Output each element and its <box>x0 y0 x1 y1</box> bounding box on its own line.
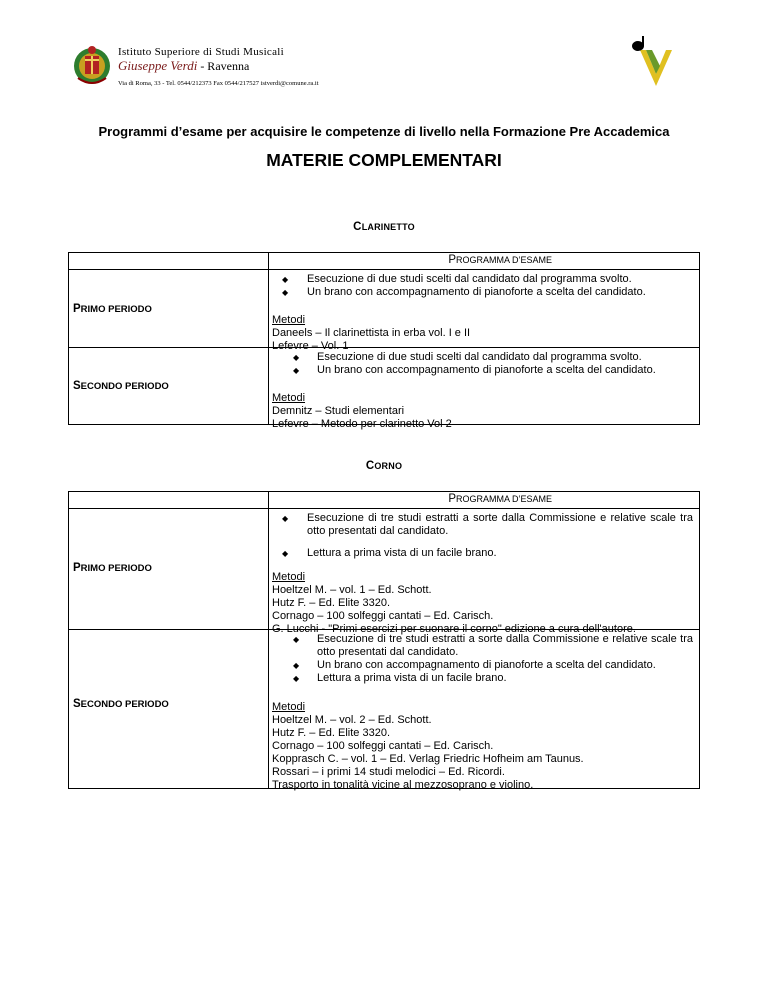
bullet-icon: ◆ <box>293 635 300 644</box>
corno-table <box>68 491 700 789</box>
section-title-corno: CORNO <box>365 460 403 472</box>
bullet-icon: ◆ <box>282 549 289 558</box>
list-item: ◆ Un brano con accompagnamento di pianoforte a scelta del candidato. <box>293 659 656 671</box>
bullet-icon: ◆ <box>282 514 289 523</box>
period-label: SECONDO PERIODO <box>73 380 169 392</box>
institute-crest-logo <box>72 42 112 90</box>
period-label: SECONDO PERIODO <box>73 698 169 710</box>
institute-name: Giuseppe Verdi <box>118 58 198 73</box>
clarinetto-table <box>68 252 700 430</box>
institute-address: Via di Roma, 33 - Tel. 0544/212373 Fax 0544/217527 istverdi@comune.ra.it <box>118 80 319 87</box>
bullet-icon: ◆ <box>293 674 300 683</box>
programma-header: PROGRAMMA D’ESAME <box>448 493 552 505</box>
table-row <box>69 508 699 635</box>
list-item: ◆ Esecuzione di tre studi estratti a sorte dalla Commissione e relative scale tra otto presentati dal candidato. <box>293 633 693 658</box>
list-item: ◆ Esecuzione di due studi scelti dal candidato dal programma svolto. <box>293 351 642 363</box>
list-item: ◆ Esecuzione di due studi scelti dal candidato dal programma svolto. <box>282 273 632 285</box>
institute-header <box>118 46 319 89</box>
metodi-block: Metodi Daneels – Il clarinettista in erba vol. I e II Lefevre – Vol. 1 <box>272 314 471 352</box>
period-label: PRIMO PERIODO <box>73 303 152 315</box>
institute-city: - Ravenna <box>200 59 250 73</box>
bullet-icon: ◆ <box>293 353 300 362</box>
bullet-icon: ◆ <box>293 366 300 375</box>
list-item: ◆ Un brano con accompagnamento di pianoforte a scelta del candidato. <box>293 364 656 376</box>
metodi-block: Metodi Demnitz – Studi elementari Lefevre – Metodo per clarinetto Vol 2 <box>272 392 452 430</box>
exam-bullets <box>269 633 699 685</box>
list-item: ◆ Esecuzione di tre studi estratti a sorte dalla Commissione e relative scale tra otto presentati dal candidato. <box>282 512 693 537</box>
list-item: ◆ Un brano con accompagnamento di pianoforte a scelta del candidato. <box>282 286 646 298</box>
bullet-icon: ◆ <box>293 661 300 670</box>
table-row <box>69 269 699 352</box>
list-item: ◆ Lettura a prima vista di un facile brano. <box>293 672 507 684</box>
table-header-row <box>69 253 699 269</box>
list-item: ◆ Lettura a prima vista di un facile brano. <box>282 547 497 559</box>
institute-line: Istituto Superiore di Studi Musicali <box>118 46 285 58</box>
table-row <box>69 347 699 430</box>
bullet-icon: ◆ <box>282 275 289 284</box>
exam-bullets <box>269 512 699 560</box>
section-title-clarinetto: CLARINETTO <box>353 221 415 233</box>
verdi-v-logo <box>626 36 686 88</box>
metodi-block: Metodi Hoeltzel M. – vol. 2 – Ed. Schott. Hutz F. – Ed. Elite 3320. Cornago – 100 solfeggi cantati – Ed. Carisch. Kopprasch C. – vol. 1 – Ed. Verlag Friedric Hofheim am Taunus. Rossari – i primi 14 studi melodici – Ed. Ricordi. Trasporto in tonalità vicine al mezzosoprano e violino. <box>272 701 584 791</box>
metodi-block: Metodi Hoeltzel M. – vol. 1 – Ed. Schott. Hutz F. – Ed. Elite 3320. Cornago – 100 solfeggi cantati – Ed. Carisch. G. Lucchi - "Primi esercizi per suonare il corno" edizione a cura dell'autore. <box>272 571 636 635</box>
document-title: MATERIE COMPLEMENTARI <box>266 150 502 170</box>
exam-bullets <box>269 351 699 377</box>
exam-bullets <box>269 273 699 299</box>
table-row <box>69 629 699 791</box>
bullet-icon: ◆ <box>282 288 289 297</box>
table-header-row <box>69 492 699 508</box>
document-subtitle: Programmi d’esame per acquisire le competenze di livello nella Formazione Pre Accademica <box>98 124 670 139</box>
programma-header: PROGRAMMA D’ESAME <box>448 254 552 266</box>
period-label: PRIMO PERIODO <box>73 562 152 574</box>
